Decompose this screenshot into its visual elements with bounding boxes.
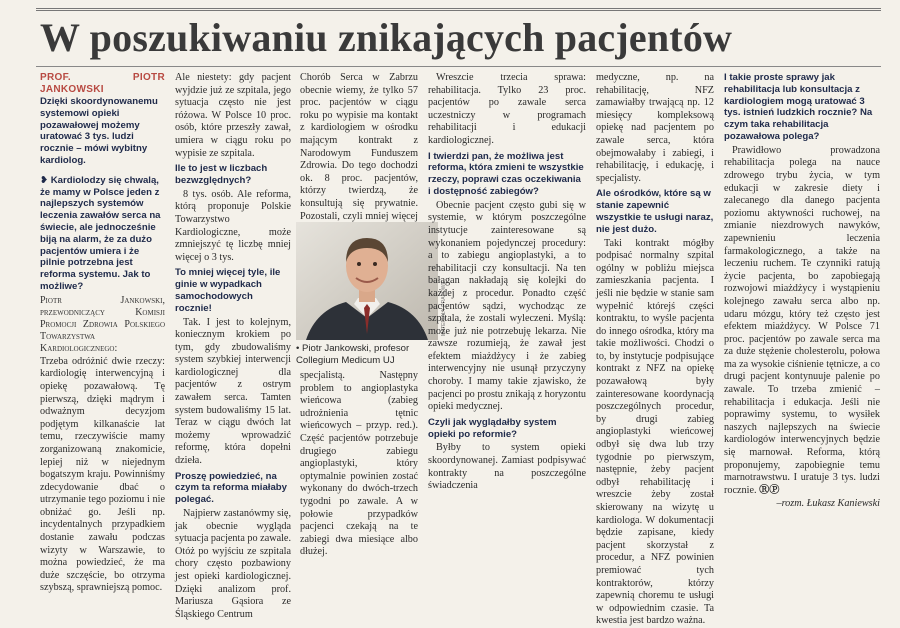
column-2 xyxy=(175,72,291,620)
speaker-intro: Piotr Jankowski, przewodniczący Komisji Promocji Zdrowia Polskiego Towarzystwa Kardiologicznego: xyxy=(40,294,165,354)
photo-caption xyxy=(296,343,438,366)
question-6: Czyli jak wyglądałby system opieki po reformie? xyxy=(428,416,557,440)
article-headline: W poszukiwaniu znikających pacjentów xyxy=(40,15,733,60)
photo-credit: MATERIAŁY PRASOWE xyxy=(441,281,447,336)
signature: –rozm. Łukasz Kaniewski xyxy=(776,498,880,510)
lead-paragraph: Dzięki skoordynowanemu systemowi opieki pozawałowej możemy uratować 3 tys. ludzi rocznie – mówi wybitny kardiolog. xyxy=(40,96,158,166)
question-2: Ile to jest w liczbach bezwzględnych? xyxy=(175,163,268,186)
col2-paragraph-2: 8 tys. osób. Ale reforma, którą proponuje Polskie Towarzystwo Kardiologiczne, może zmniejszyć tę liczbę mniej więcej o 3 tys. xyxy=(175,188,291,263)
question-3: To mniej więcej tyle, ile ginie w wypadkach samochodowych rocznie! xyxy=(175,267,281,314)
column-5 xyxy=(596,72,714,627)
col6-paragraph-1-text: Prawidłowo prowadzona rehabilitacja polega na nauce zdrowego trybu życia, w tym edukacji w zakresie diety i zalecanego dla danego pacjenta poziomu aktywności ruchowej, na zmianie niezdrowych nawyków, zapewnieniu leczenia farmakologicznego, a także na leczeniu ruchem. Te czynniki ratują życie pacjenta, bo zapobiegają rozwojowi miażdżycy i wystąpieniu kolejnego zawału serca albo np. udaru mózgu, który też często jest efektem miażdżycy. W Polsce 71 proc. pacjentów po zawale serca ma za duże stężenie cholesterolu, połowa ma za wysokie ciśnienie tętnicze, a co drugi pacjent kontynuuje palenie po zawale. To trzeba zmienić – rehabilitacja i edukacja. Jeśli nie poprawimy systemu, to wysiłek naszych najlepszych na świecie kardiologów interwencyjnych będzie się marnował. Reforma, którą proponujemy, zapobiegnie temu marnotrawstwu. I uratuje 3 tys. ludzi rocznie. xyxy=(724,144,880,496)
col6-paragraph-1 xyxy=(724,145,880,498)
byline: PROF. PIOTR JANKOWSKI xyxy=(40,72,165,95)
column-6 xyxy=(724,72,880,508)
question-7: Ale ośrodków, które są w stanie zapewnić wszystkie te usługi naraz, nie jest dużo. xyxy=(596,188,714,235)
question-1 xyxy=(40,175,165,293)
col1-paragraph-1: Trzeba odróżnić dwie rzeczy: kardiologię interwencyjną i opiekę pozawałową. Tę pierwszą, dzięki mądrym i odważnym decyzjom podjętym kilkanaście lat temu, rzeczywiście mamy zorganizowaną znakomicie, lepiej niż w niejednym bogatszym kraju. Powinniśmy zdecydowanie dbać o utrzymanie tego poziomu i nie obniżać go. Jeśli np. incydentalnych przypadkiem dostanie zawału podczas wizyty w Warszawie, to można powiedzieć, że ma duże szczęście, bo otrzyma szybszą, sprawniejszą pomoc. xyxy=(40,355,165,594)
caption-bullet-icon: • xyxy=(296,343,303,354)
col4-paragraph-3: Byłby to system opieki skoordynowanej. Zamiast podpisywać kontrakty na poszczególne świadczenia xyxy=(428,442,586,492)
column-1 xyxy=(40,72,165,594)
col5-paragraph-1: medyczne, np. na rehabilitację, NFZ zamawiałby trwającą np. 12 miesięcy kompleksową opiekę nad pacjentem po zawale serca, która obejmowałaby i zabiegi, i rehabilitację, i edukację, i specjalisty. xyxy=(596,72,714,184)
col2-paragraph-1: Ale niestety: gdy pacjent wyjdzie już ze szpitala, jego sytuacja często nie jest różowa. W Polsce 10 proc. osób, które przeszły zawał, umiera w ciągu roku po wypisie ze szpitala. xyxy=(175,72,291,159)
portrait-photo xyxy=(296,222,438,340)
col4-paragraph-2: Obecnie pacjent często gubi się w systemie, w którym poszczególne instytucje zainteresowane są wykonaniem pojedynczej procedury: a to zabiegu angioplastyki, a to rehabilitacji czy konsultacji. Na ten bałagan nakładają się kolejki do każdej z procedur. Ponadto część pacjentów sądzi, wychodząc ze szpitala, że zostali wyleczeni. Myślą: może już nie potrzebuję lekarza. Nie zawsze rozumieją, że zawał jest efektem miażdżycy i że zabieg interwencyjny nie usunął przyczyny choroby. I mamy takie zjawisko, że pacjenci po prostu znikają z horyzontu opieki medycznej. xyxy=(428,199,586,413)
portrait-illustration xyxy=(296,222,438,340)
column-3-bottom xyxy=(300,370,418,558)
col4-paragraph-1: Wreszcie trzecia sprawa: rehabilitacja. Tylko 23 proc. pacjentów po zawale serca uczestniczy w programach rehabilitacji i edukacji kardiologicznej. xyxy=(428,72,586,146)
question-1-text: Kardiolodzy się chwalą, że mamy w Polsce jeden z najlepszych systemów leczenia zawałów serca na świecie, ale jednocześnie biją na alarm, że za dużo pacjentów umiera i że pilnie potrzebna jest reforma systemu. Jak to możliwe? xyxy=(40,174,161,292)
col5-paragraph-2: Taki kontrakt mógłby podpisać normalny szpital ogólny w pobliżu miejsca zamieszkania pacjenta. I jeśli nie będzie w stanie sam wypełnić którejś części kontraktu, to wyśle pacjenta do innego ośrodka, który ma takie możliwości. Chodzi o to, by instytucje podpisujące kontrakt z NFZ na opiekę pozawałową były zainteresowane koordynacją poszczególnych procedur, by drugi zabieg angioplastyki wieńcowej odbył się dwa lub trzy tygodnie po pierwszym, następnie, żeby pacjent odbył rehabilitację i wreszcie żeby został skierowany na wizytę u kardiologa. W dokumentacji będzie zapisane, kiedy pacjent skorzystał z procedur, a NFZ powinien premiować tych kontraktorów, którzy zapewnią choremu te usługi w odpowiednim czasie. Ta kwestia jest bardzo ważna. xyxy=(596,237,714,627)
question-8: I takie proste sprawy jak rehabilitacja lub konsultacja z kardiologiem mogą uratować 3 tys. istnień ludzkich rocznie? Na czym taka rehabilitacja pozawałowa polega? xyxy=(724,72,873,142)
question-marker-icon: ❥ xyxy=(40,174,51,186)
col2-paragraph-4: Najpierw zastanówmy się, jak obecnie wygląda sytuacja pacjenta po zawale. Otóż po wyjściu ze szpitala chory często pozbawiony jest opieki kardiologicznej. Dzięki analizom prof. Mariusza Gąsiora ze Śląskiego Centrum xyxy=(175,508,291,620)
col2-paragraph-3: Tak. I jest to kolejnym, koniecznym krokiem po tym, gdy zbudowaliśmy system szybkiej interwencji kardiologicznej dla pacjentów z ostrym zawałem serca. Tamten system budowaliśmy 15 lat. Teraz w ciągu dwóch lat możemy wprowadzić reformę, która dopełni dzieła. xyxy=(175,316,291,467)
col3-paragraph-1: Chorób Serca w Zabrzu obecnie wiemy, że tylko 57 proc. pacjentów w ciągu roku po wypisie ma kontakt z kardiologiem w ośrodku mającym kontrakt z Narodowym Funduszem Zdrowia. Do tego dochodzi ok. 8 proc. pacjentów, którzy twierdzą, że konsultują się prywatnie. Pozostali, czyli mniej więcej xyxy=(300,72,418,222)
photo-caption-text: Piotr Jankowski, profesor Collegium Medicum UJ xyxy=(296,343,410,366)
question-4: Proszę powiedzieć, na czym ta reforma miałaby polegać. xyxy=(175,470,287,506)
col3-paragraph-2: specjalistą. Następny problem to angioplastyka wieńcowa (zabieg udrożnienia tętnic wieńcowych – przyp. red.). Część pacjentów potrzebuje drugiego zabiegu angioplastyki, który optymalnie powinien zostać wykonany do dwóch-trzech tygodni po zawale. A w połowie przypadków pacjenci czekają na te zabiegi dwa miesiące albo dłużej. xyxy=(300,370,418,558)
end-mark-icon: ⓇⓅ xyxy=(759,484,780,496)
column-4 xyxy=(428,72,586,508)
headline-rule xyxy=(36,66,881,67)
top-rule xyxy=(36,8,881,11)
column-3-top xyxy=(300,72,418,220)
question-5: I twierdzi pan, że możliwa jest reforma, która zmieni te wszystkie rzeczy, poprawi czas oczekiwania i dostępność zabiegów? xyxy=(428,150,584,197)
